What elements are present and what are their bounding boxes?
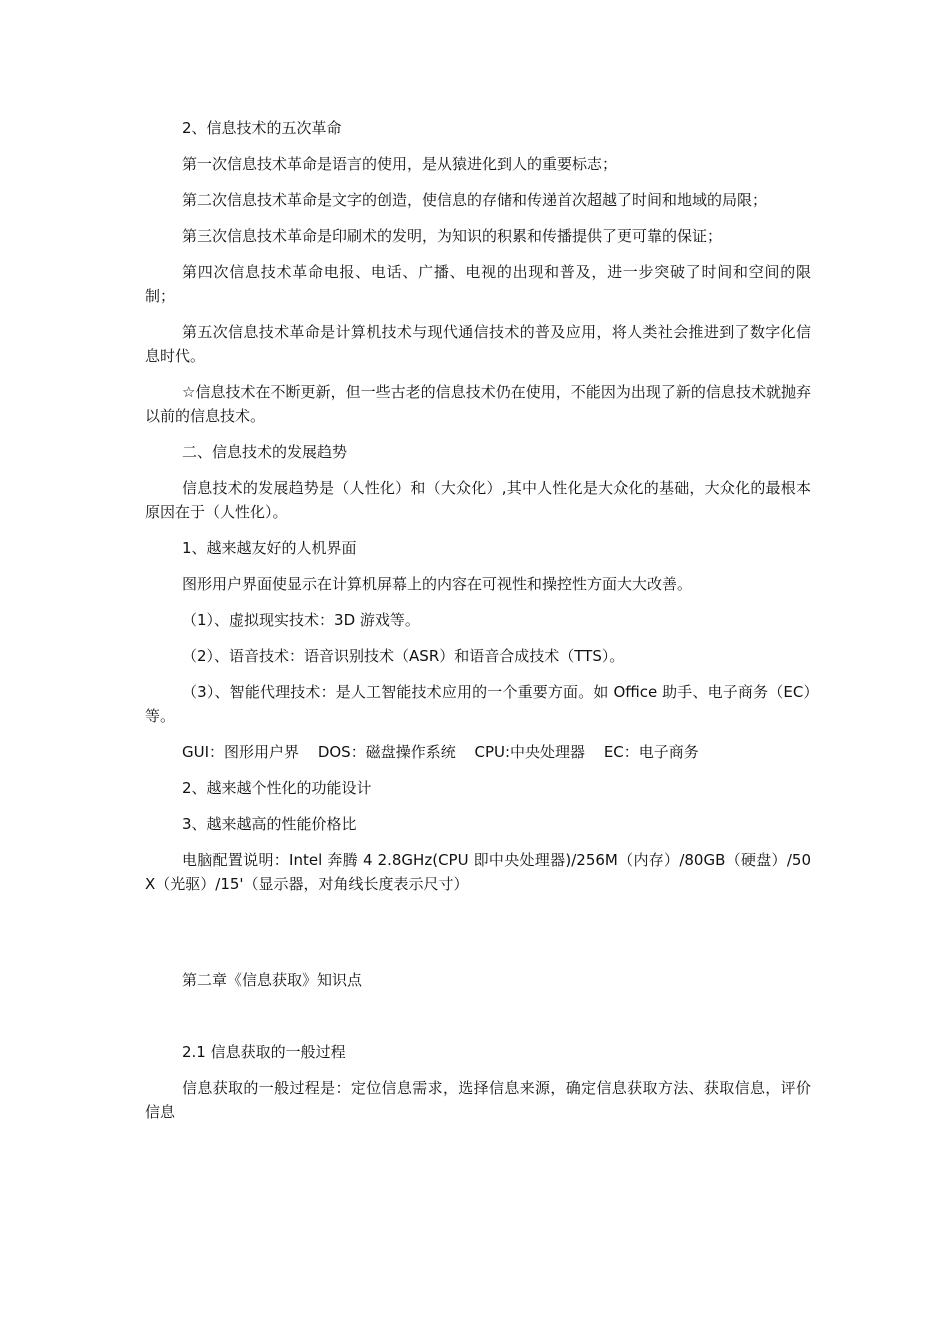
document-page	[145, 116, 811, 1136]
trends-intro: 信息技术的发展趋势是（人性化）和（大众化）,其中人性化是大众化的基础，大众化的最根本原因在于（人性化）。	[145, 479, 811, 521]
sub-item-voice: （2）、语音技术：语音识别技术（ASR）和语音合成技术（TTS）。	[182, 647, 625, 665]
note-paragraph: ☆信息技术在不断更新，但一些古老的信息技术仍在使用，不能因为出现了新的信息技术就抛弃以前的信息技术。	[145, 383, 811, 425]
spacer	[145, 1004, 811, 1040]
revolution-3: 第三次信息技术革命是印刷术的发明，为知识的积累和传播提供了更可靠的保证；	[182, 227, 723, 245]
trend-item-2-heading: 2、越来越个性化的功能设计	[182, 779, 372, 797]
trend-item-1-heading: 1、越来越友好的人机界面	[182, 539, 357, 557]
revolution-5: 第五次信息技术革命是计算机技术与现代通信技术的普及应用，将人类社会推进到了数字化信息时代。	[145, 323, 811, 365]
trend-item-1-desc: 图形用户界面使显示在计算机屏幕上的内容在可视性和操控性方面大大改善。	[182, 575, 693, 593]
revolution-2: 第二次信息技术革命是文字的创造，使信息的存储和传递首次超越了时间和地域的局限；	[182, 191, 768, 209]
process-paragraph: 信息获取的一般过程是：定位信息需求，选择信息来源，确定信息获取方法、获取信息，评价信息	[145, 1079, 811, 1121]
pc-config-paragraph: 电脑配置说明：Intel 奔腾 4 2.8GHz(CPU 即中央处理器)/256M（内存）/80GB（硬盘）/50X（光驱）/15'（显示器，对角线长度表示尺寸）	[145, 851, 811, 893]
revolution-4: 第四次信息技术革命电报、电话、广播、电视的出现和普及，进一步突破了时间和空间的限制；	[145, 263, 811, 305]
abbr-ec: EC：电子商务	[603, 743, 699, 761]
section-heading-trends: 二、信息技术的发展趋势	[182, 443, 348, 461]
chapter-sub-heading: 2.1 信息获取的一般过程	[182, 1043, 346, 1061]
section-heading-five-revolutions: 2、信息技术的五次革命	[182, 119, 342, 137]
sub-item-agent: （3）、智能代理技术：是人工智能技术应用的一个重要方面。如 Office 助手、电子商务（EC）等。	[145, 683, 811, 725]
chapter-title: 第二章《信息获取》知识点	[182, 971, 363, 989]
spacer	[145, 908, 811, 968]
abbr-cpu: CPU:中央处理器	[474, 743, 586, 761]
abbr-dos: DOS：磁盘操作系统	[317, 743, 456, 761]
revolution-1: 第一次信息技术革命是语言的使用，是从猿进化到人的重要标志；	[182, 155, 618, 173]
abbreviations-row	[145, 740, 811, 764]
abbr-gui: GUI：图形用户界	[182, 743, 300, 761]
trend-item-3-heading: 3、越来越高的性能价格比	[182, 815, 357, 833]
sub-item-vr: （1）、虚拟现实技术：3D 游戏等。	[182, 611, 420, 629]
